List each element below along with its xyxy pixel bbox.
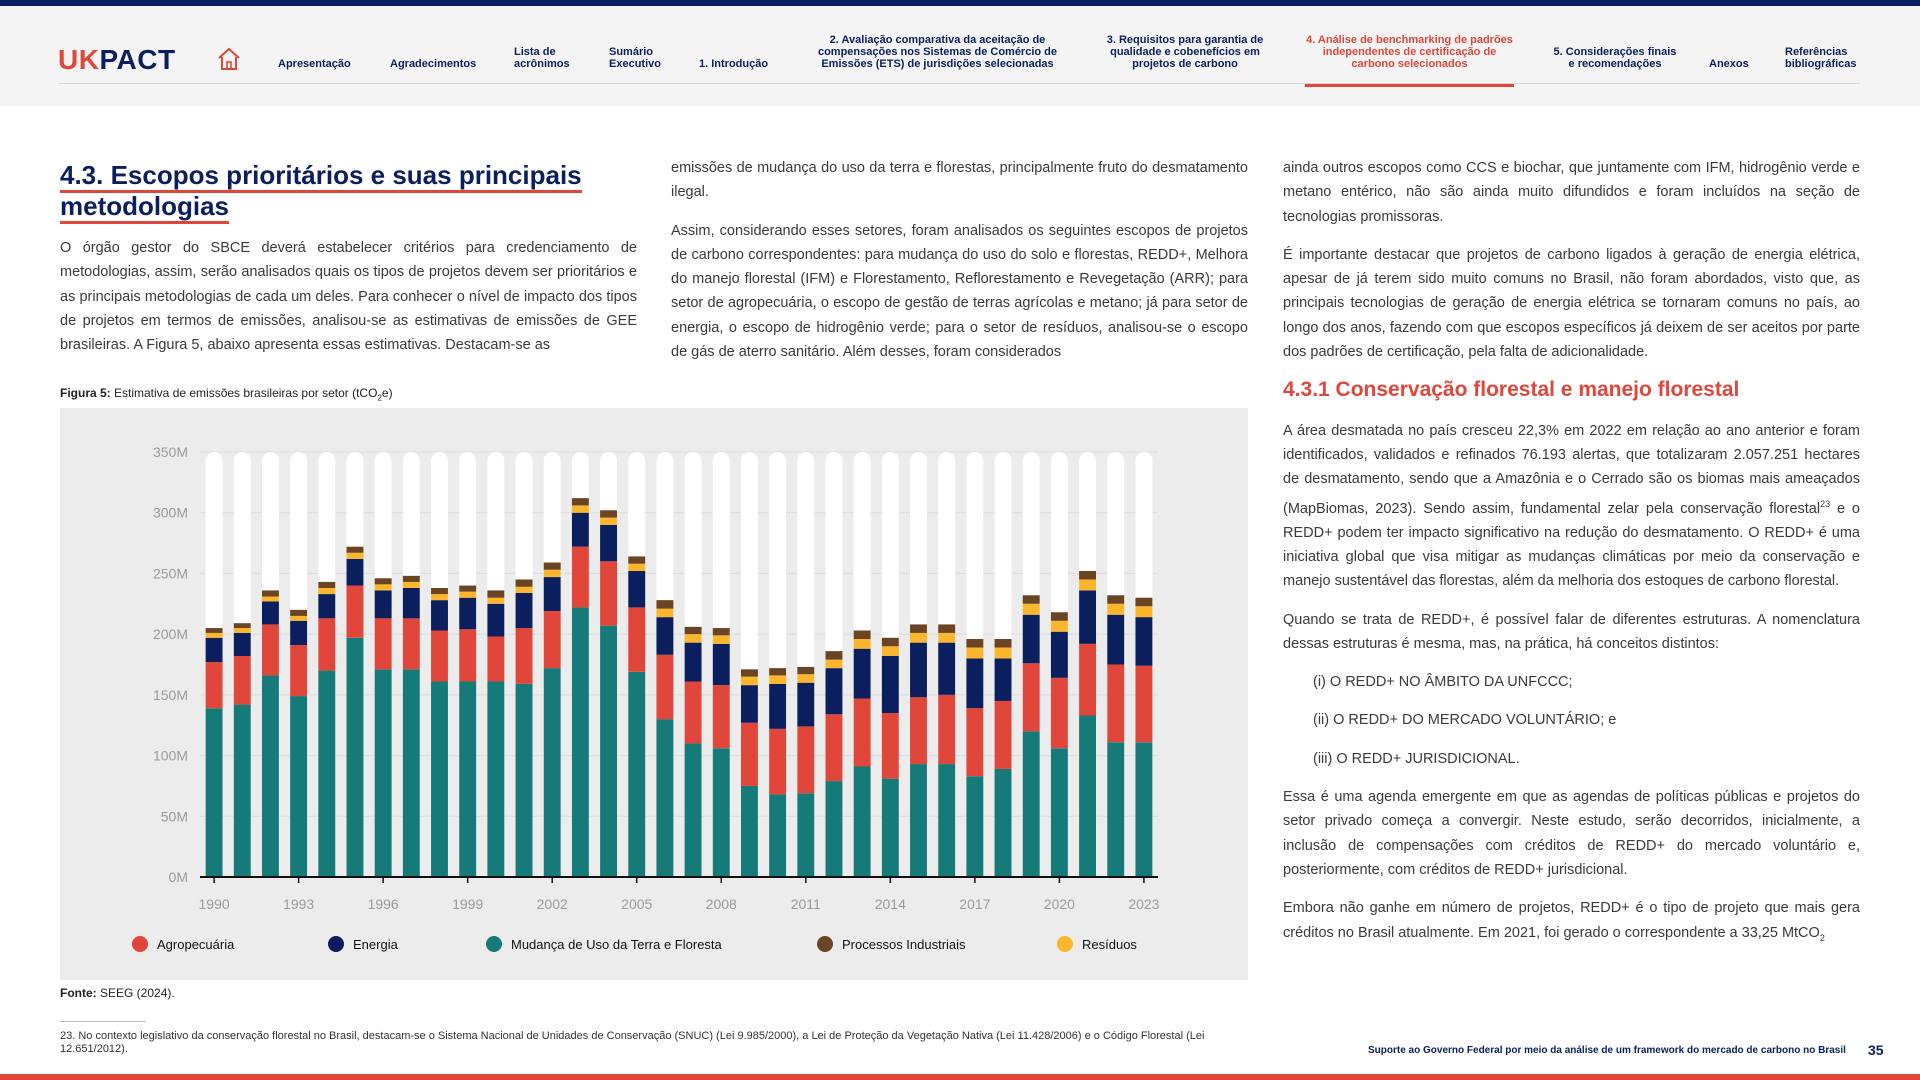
bar-segment[interactable] [656,655,673,719]
bar-segment[interactable] [656,609,673,618]
bar-segment[interactable] [882,638,899,647]
bar-segment[interactable] [882,713,899,779]
bar-segment[interactable] [685,743,702,877]
bar-segment[interactable] [938,643,955,695]
bar-segment[interactable] [938,624,955,633]
bar-segment[interactable] [206,708,223,877]
bar-segment[interactable] [459,629,476,681]
nav-avaliacao-comparativa[interactable]: 2. Avaliação comparativa da aceitação de compensações nos Sistemas de Comércio de Emissões (ETS) de jurisdições selecionadas [817,34,1058,70]
bar-segment[interactable] [910,764,927,877]
bar-segment[interactable] [516,684,533,877]
x-tick-label: 1993 [283,896,315,912]
bar-segment[interactable] [741,677,758,686]
bar-segment[interactable] [1135,606,1152,617]
bar-segment[interactable] [995,658,1012,701]
bar-segment[interactable] [487,682,504,878]
legend-label: Resíduos [1082,936,1137,952]
bar-segment[interactable] [234,628,251,633]
footnote-ref[interactable]: 23 [1820,498,1831,509]
legend-swatch [817,936,833,952]
top-navigation [0,6,1920,106]
bar-segment[interactable] [516,587,533,593]
bar-segment[interactable] [1051,632,1068,678]
bar-segment[interactable] [318,594,335,618]
bar-segment[interactable] [685,634,702,643]
list-item: (ii) O REDD+ DO MERCADO VOLUNTÁRIO; e [1313,712,1617,729]
paragraph: Assim, considerando esses setores, foram analisados os seguintes escopos de projetos de carbono correspondentes: para mudança do uso do solo e florestas, REDD+, Melhora do manejo florestal (IFM) e Florestamento, Reflorestamento e Revegetação (ARR); para setor de agropecuária, o escopo de gestão de terras agrícolas e metano; já para setor de energia, o escopo de hidrogênio verde; para o setor de resíduos, analisou-se o escopo de gás de aterro sanitário. Além desses, foram considerados [671,222,1248,361]
legend-swatch [132,936,148,952]
bar-segment[interactable] [685,682,702,744]
bar-segment[interactable] [938,695,955,764]
paragraph: O órgão gestor do SBCE deverá estabelecer critérios para credenciamento de metodologias, assim, serão analisados quais os tipos de projetos devem ser prioritários e as principais metodologias de cada um deles. Para conhecer o nível de impacto dos tipos de projetos em termos de emissões, analisou-se as estimativas de emissões de GEE brasileiras. A Figura 5, abaixo apresenta essas estimativas. Destacam-se as [60,240,637,354]
x-tick-label: 2005 [621,896,653,912]
bar-segment[interactable] [713,644,730,685]
bar-segment[interactable] [403,588,420,618]
bar-segment[interactable] [628,607,645,671]
bar-segment[interactable] [572,607,589,877]
bar-segment[interactable] [318,588,335,594]
bar-segment[interactable] [995,769,1012,877]
x-tick-label: 2014 [874,896,906,912]
bar-segment[interactable] [544,577,561,611]
bar-segment[interactable] [459,592,476,598]
bar-segment[interactable] [290,645,307,696]
bar-segment[interactable] [826,781,843,877]
bar-segment[interactable] [234,705,251,877]
bar-segment[interactable] [544,611,561,668]
bar-segment[interactable] [234,656,251,705]
bar-segment[interactable] [318,582,335,588]
legend-item[interactable] [132,936,234,952]
bar-segment[interactable] [431,682,448,878]
footer-title: Suporte ao Governo Federal por meio da análise de um framework do mercado de carbono no Brasil [1368,1045,1846,1056]
nav-divider [58,83,1860,84]
bar-segment[interactable] [966,648,983,659]
bar-segment[interactable] [995,648,1012,659]
bar-segment[interactable] [995,701,1012,769]
bar-segment[interactable] [290,696,307,877]
bar-segment[interactable] [572,513,589,547]
bar-segment[interactable] [487,598,504,604]
bar-segment[interactable] [1023,731,1040,877]
bottom-accent-bar [0,1074,1920,1080]
nav-anexos[interactable]: Anexos [1709,58,1749,70]
header [0,6,1920,106]
bar-segment[interactable] [966,658,983,708]
nav-sumario-executivo[interactable]: Sumário Executivo [609,46,661,70]
bar-segment[interactable] [459,598,476,630]
bar-segment[interactable] [628,556,645,563]
bar-segment[interactable] [1079,580,1096,591]
bar-segment[interactable] [797,793,814,877]
bar-segment[interactable] [206,638,223,662]
bar-segment[interactable] [487,590,504,597]
bar-segment[interactable] [1051,678,1068,748]
legend-swatch [328,936,344,952]
y-tick-label: 200M [152,626,188,643]
bar-segment[interactable] [1079,716,1096,878]
bar-segment[interactable] [403,618,420,669]
bar-segment[interactable] [600,518,617,525]
footnote-divider [60,1021,146,1022]
bar-segment[interactable] [1107,615,1124,665]
bar-segment[interactable] [1107,604,1124,615]
bar-segment[interactable] [347,638,364,877]
bar-segment[interactable] [741,723,758,786]
bar-segment[interactable] [826,714,843,781]
bar-segment[interactable] [431,588,448,594]
bar-segment[interactable] [572,505,589,512]
bar-segment[interactable] [685,643,702,682]
bar-segment[interactable] [516,593,533,628]
nav-analise-benchmarking[interactable]: 4. Análise de benchmarking de padrões independentes de certificação de carbono selecionados [1306,34,1513,70]
x-tick-label: 2020 [1043,896,1075,912]
bar-segment[interactable] [375,584,392,590]
bar-segment[interactable] [882,646,899,656]
bar-segment[interactable] [403,669,420,877]
bar-segment[interactable] [262,675,279,877]
bar-segment[interactable] [375,618,392,669]
y-tick-label: 250M [152,565,188,582]
bar-segment[interactable] [1107,665,1124,743]
bar-segment[interactable] [938,764,955,877]
bar-segment[interactable] [854,699,871,767]
bar-segment[interactable] [656,600,673,609]
legend-label: Mudança de Uso da Terra e Floresta [511,936,722,952]
bar-segment[interactable] [206,662,223,708]
bar-segment[interactable] [713,635,730,644]
bar-segment[interactable] [713,748,730,877]
bar-segment[interactable] [882,779,899,877]
y-tick-label: 0M [168,869,188,885]
bar-segment[interactable] [431,600,448,630]
chart-legend [60,936,1248,956]
y-tick-label: 100M [152,747,188,764]
bar-segment[interactable] [966,639,983,648]
bar-segment[interactable] [600,626,617,877]
bar-segment[interactable] [797,683,814,727]
footnote: 23. No contexto legislativo da conservação florestal no Brasil, destacam-se o Sistema Nacional de Unidades de Conservação (SNUC) (Lei 9.985/2000), a Lei de Proteção da Vegetação Nativa (Lei 11.428/2006) e o Código Florestal (Lei 12.651/2012). [60,1030,1205,1055]
bar-segment[interactable] [713,628,730,635]
bar-segment[interactable] [290,610,307,616]
bar-segment[interactable] [1079,571,1096,580]
x-tick-label: 2017 [959,896,991,912]
paragraph: A área desmatada no país cresceu 22,3% em 2022 em relação ao ano anterior e foram identificados, validados e refinados 76.193 alertas, que totalizaram 2.057.251 hectares de desmatamento, sendo que a Amazônia e o Cerrado são os biomas mais ameaçados (MapBiomas, 2023). Sendo assim, fundamental zelar pela conservação florestal$^{23}$ e o REDD+ podem ter impacto significativo na redução do desmatamento. O REDD+ é uma iniciativa global que visa mitigar as mudanças climáticas por meio da conservação e manejo sustentável das florestas, além da melhoria dos estoques de carbono florestal. [1283,422,1860,590]
bar-segment[interactable] [375,669,392,877]
bar-segment[interactable] [459,682,476,878]
bar-segment[interactable] [459,586,476,592]
x-tick-label: 2023 [1128,896,1160,912]
bar-segment[interactable] [262,624,279,675]
bar-segment[interactable] [347,559,364,586]
bar-segment[interactable] [966,708,983,776]
legend-swatch [486,936,502,952]
y-tick-label: 50M [160,808,188,825]
bar-segment[interactable] [826,668,843,714]
bar-segment[interactable] [826,651,843,660]
nav-requisitos-garantia[interactable]: 3. Requisitos para garantia de qualidade e cobenefícios em projetos de carbono [1106,34,1264,70]
bar-segment[interactable] [318,671,335,877]
bar-segment[interactable] [487,637,504,682]
legend-label: Energia [353,936,398,952]
bar-segment[interactable] [290,616,307,621]
bar-segment[interactable] [628,564,645,571]
bar-segment[interactable] [347,553,364,559]
subsection-title: 4.3.1 Conservação florestal e manejo florestal [1283,378,1740,402]
bar-segment[interactable] [741,786,758,877]
bar-segment[interactable] [375,578,392,584]
figure-caption: Figura 5: Estimativa de emissões brasileiras por setor (tCO$_2$e) [60,386,393,403]
y-tick-label: 150M [152,686,188,703]
bar-segment[interactable] [600,510,617,517]
legend-item[interactable] [817,936,966,952]
bar-segment[interactable] [600,561,617,625]
bar-segment[interactable] [234,633,251,656]
paragraph: ainda outros escopos como CCS e biochar, que juntamente com IFM, hidrogênio verde e metano entérico, não são ainda muito difundidos e foram incluídos na seção de tecnologias promissoras. [1283,160,1860,225]
bar-segment[interactable] [854,639,871,649]
bar-segment[interactable] [656,719,673,877]
bar-segment[interactable] [797,667,814,674]
bar-segment[interactable] [431,594,448,600]
bar-segment[interactable] [572,498,589,505]
bar-segment[interactable] [910,697,927,764]
bar-segment[interactable] [741,669,758,676]
x-tick-label: 2002 [536,896,568,912]
bar-segment[interactable] [1023,663,1040,731]
bar-segment[interactable] [854,631,871,640]
x-tick-label: 1999 [452,896,484,912]
bar-segment[interactable] [769,675,786,684]
bar-segment[interactable] [826,660,843,669]
bar-segment[interactable] [1023,615,1040,664]
bar-segment[interactable] [544,570,561,577]
bar-segment[interactable] [854,767,871,878]
bar-segment[interactable] [910,633,927,643]
bar-segment[interactable] [516,628,533,684]
column-1 [60,160,637,371]
bar-segment[interactable] [487,604,504,637]
bar-segment[interactable] [769,794,786,877]
column-3 [1283,156,1860,964]
x-tick-label: 1996 [367,896,399,912]
bar-segment[interactable] [1135,666,1152,743]
bar-segment[interactable] [262,601,279,624]
nav-referencias[interactable]: Referências bibliográficas [1785,46,1857,70]
nav-introducao[interactable]: 1. Introdução [699,58,769,70]
bar-segment[interactable] [938,633,955,643]
list-item: (iii) O REDD+ JURISDICIONAL. [1313,750,1520,767]
paragraph: Essa é uma agenda emergente em que as agendas de políticas públicas e projetos do setor privado começa a convergir. Neste estudo, serão decorridos, inicialmente, a inclusão de compensações com créditos de REDD+ do mercado voluntário e, posteriormente, com créditos de REDD+ jurisdicional. [1283,789,1860,878]
paragraph: Embora não ganhe em número de projetos, REDD+ é o tipo de projeto que mais gera créditos no Brasil atualmente. Em 2021, foi gerado o correspondente a 33,25 MtCO$_2$ [1283,900,1860,943]
bar-segment[interactable] [262,590,279,596]
nav-consideracoes-finais[interactable]: 5. Considerações finais e recomendações [1553,46,1677,70]
bar-segment[interactable] [854,649,871,699]
bar-segment[interactable] [403,582,420,588]
bar-segment[interactable] [290,621,307,645]
bar-segment[interactable] [1079,590,1096,643]
nav-active-indicator [1305,84,1514,87]
bar-segment[interactable] [431,631,448,682]
bar-segment[interactable] [966,776,983,877]
bar-segment[interactable] [769,684,786,729]
bar-segment[interactable] [516,580,533,587]
bar-segment[interactable] [1051,612,1068,621]
bar-segment[interactable] [600,525,617,561]
figure-source: Fonte: SEEG (2024). [60,986,175,1000]
column-2 [671,156,1248,378]
legend-item[interactable] [486,936,722,952]
bar-segment[interactable] [347,547,364,553]
bar-segment[interactable] [572,547,589,608]
bar-segment[interactable] [1135,598,1152,607]
logo-uk-text: UK [58,44,100,75]
legend-label: Agropecuária [157,936,235,952]
bar-segment[interactable] [1135,617,1152,666]
page-number: 35 [1868,1042,1884,1058]
bar-segment[interactable] [375,590,392,618]
logo-pact-text: PACT [99,44,176,75]
bar-segment[interactable] [656,617,673,655]
bar-segment[interactable] [910,624,927,633]
bar-segment[interactable] [1051,748,1068,877]
bar-segment[interactable] [713,685,730,748]
legend-label: Processos Industriais [842,936,966,952]
nav-lista-acronimos[interactable]: Lista de acrônimos [514,46,570,70]
bar-segment[interactable] [403,576,420,582]
y-tick-label: 350M [152,444,188,460]
bar-segment[interactable] [741,685,758,723]
bar-segment[interactable] [1051,621,1068,632]
bar-segment[interactable] [628,672,645,877]
bar-segment[interactable] [769,729,786,795]
bar-segment[interactable] [234,623,251,628]
stacked-bar-chart [60,408,1248,928]
bar-segment[interactable] [347,586,364,638]
bar-segment[interactable] [1107,742,1124,877]
bar-segment[interactable] [1135,742,1152,877]
bar-segment[interactable] [797,674,814,683]
bar-segment[interactable] [1107,595,1124,604]
bar-segment[interactable] [769,668,786,675]
bar-segment[interactable] [544,563,561,570]
x-tick-label: 2011 [790,896,821,912]
paragraph: Quando se trata de REDD+, é possível falar de diferentes estruturas. A nomenclatura dessas estruturas é mesma, mas, na prática, há conceitos distintos: [1283,611,1860,652]
bar-segment[interactable] [1023,595,1040,604]
bar-segment[interactable] [544,668,561,877]
paragraph: emissões de mudança do uso da terra e florestas, principalmente fruto do desmatamento ilegal. [671,160,1248,201]
nav-apresentacao[interactable]: Apresentação [278,58,351,70]
x-tick-label: 2008 [705,896,737,912]
bar-segment[interactable] [797,726,814,793]
legend-item[interactable] [328,936,398,952]
bar-segment[interactable] [995,639,1012,648]
bar-segment[interactable] [262,597,279,602]
x-tick-label: 1990 [198,896,230,912]
bar-segment[interactable] [206,633,223,638]
bar-segment[interactable] [685,627,702,634]
bar-segment[interactable] [882,656,899,713]
nav-agradecimentos[interactable]: Agradecimentos [390,58,477,70]
legend-item[interactable] [1057,936,1137,952]
list-item: (i) O REDD+ NO ÂMBITO DA UNFCCC; [1313,674,1573,691]
bar-segment[interactable] [628,571,645,607]
bar-segment[interactable] [1079,644,1096,716]
section-title: 4.3. Escopos prioritários e suas principais metodologias [60,160,637,222]
bar-segment[interactable] [910,643,927,698]
emissions-chart [60,408,1248,980]
y-tick-label: 300M [152,504,188,521]
legend-swatch [1057,936,1073,952]
bar-segment[interactable] [318,618,335,670]
bar-segment[interactable] [206,628,223,633]
paragraph: É importante destacar que projetos de carbono ligados à geração de energia elétrica, apesar de já terem sido muito comuns no Brasil, não foram abordados, visto que, as principais tecnologias de geração de energia elétrica se tornaram comuns no país, ao longo dos anos, fazendo com que escopos específicos já deixem de ser aceitos por parte dos padrões de certificação, pela falta de adicionalidade. [1283,246,1860,361]
bar-segment[interactable] [1023,604,1040,615]
